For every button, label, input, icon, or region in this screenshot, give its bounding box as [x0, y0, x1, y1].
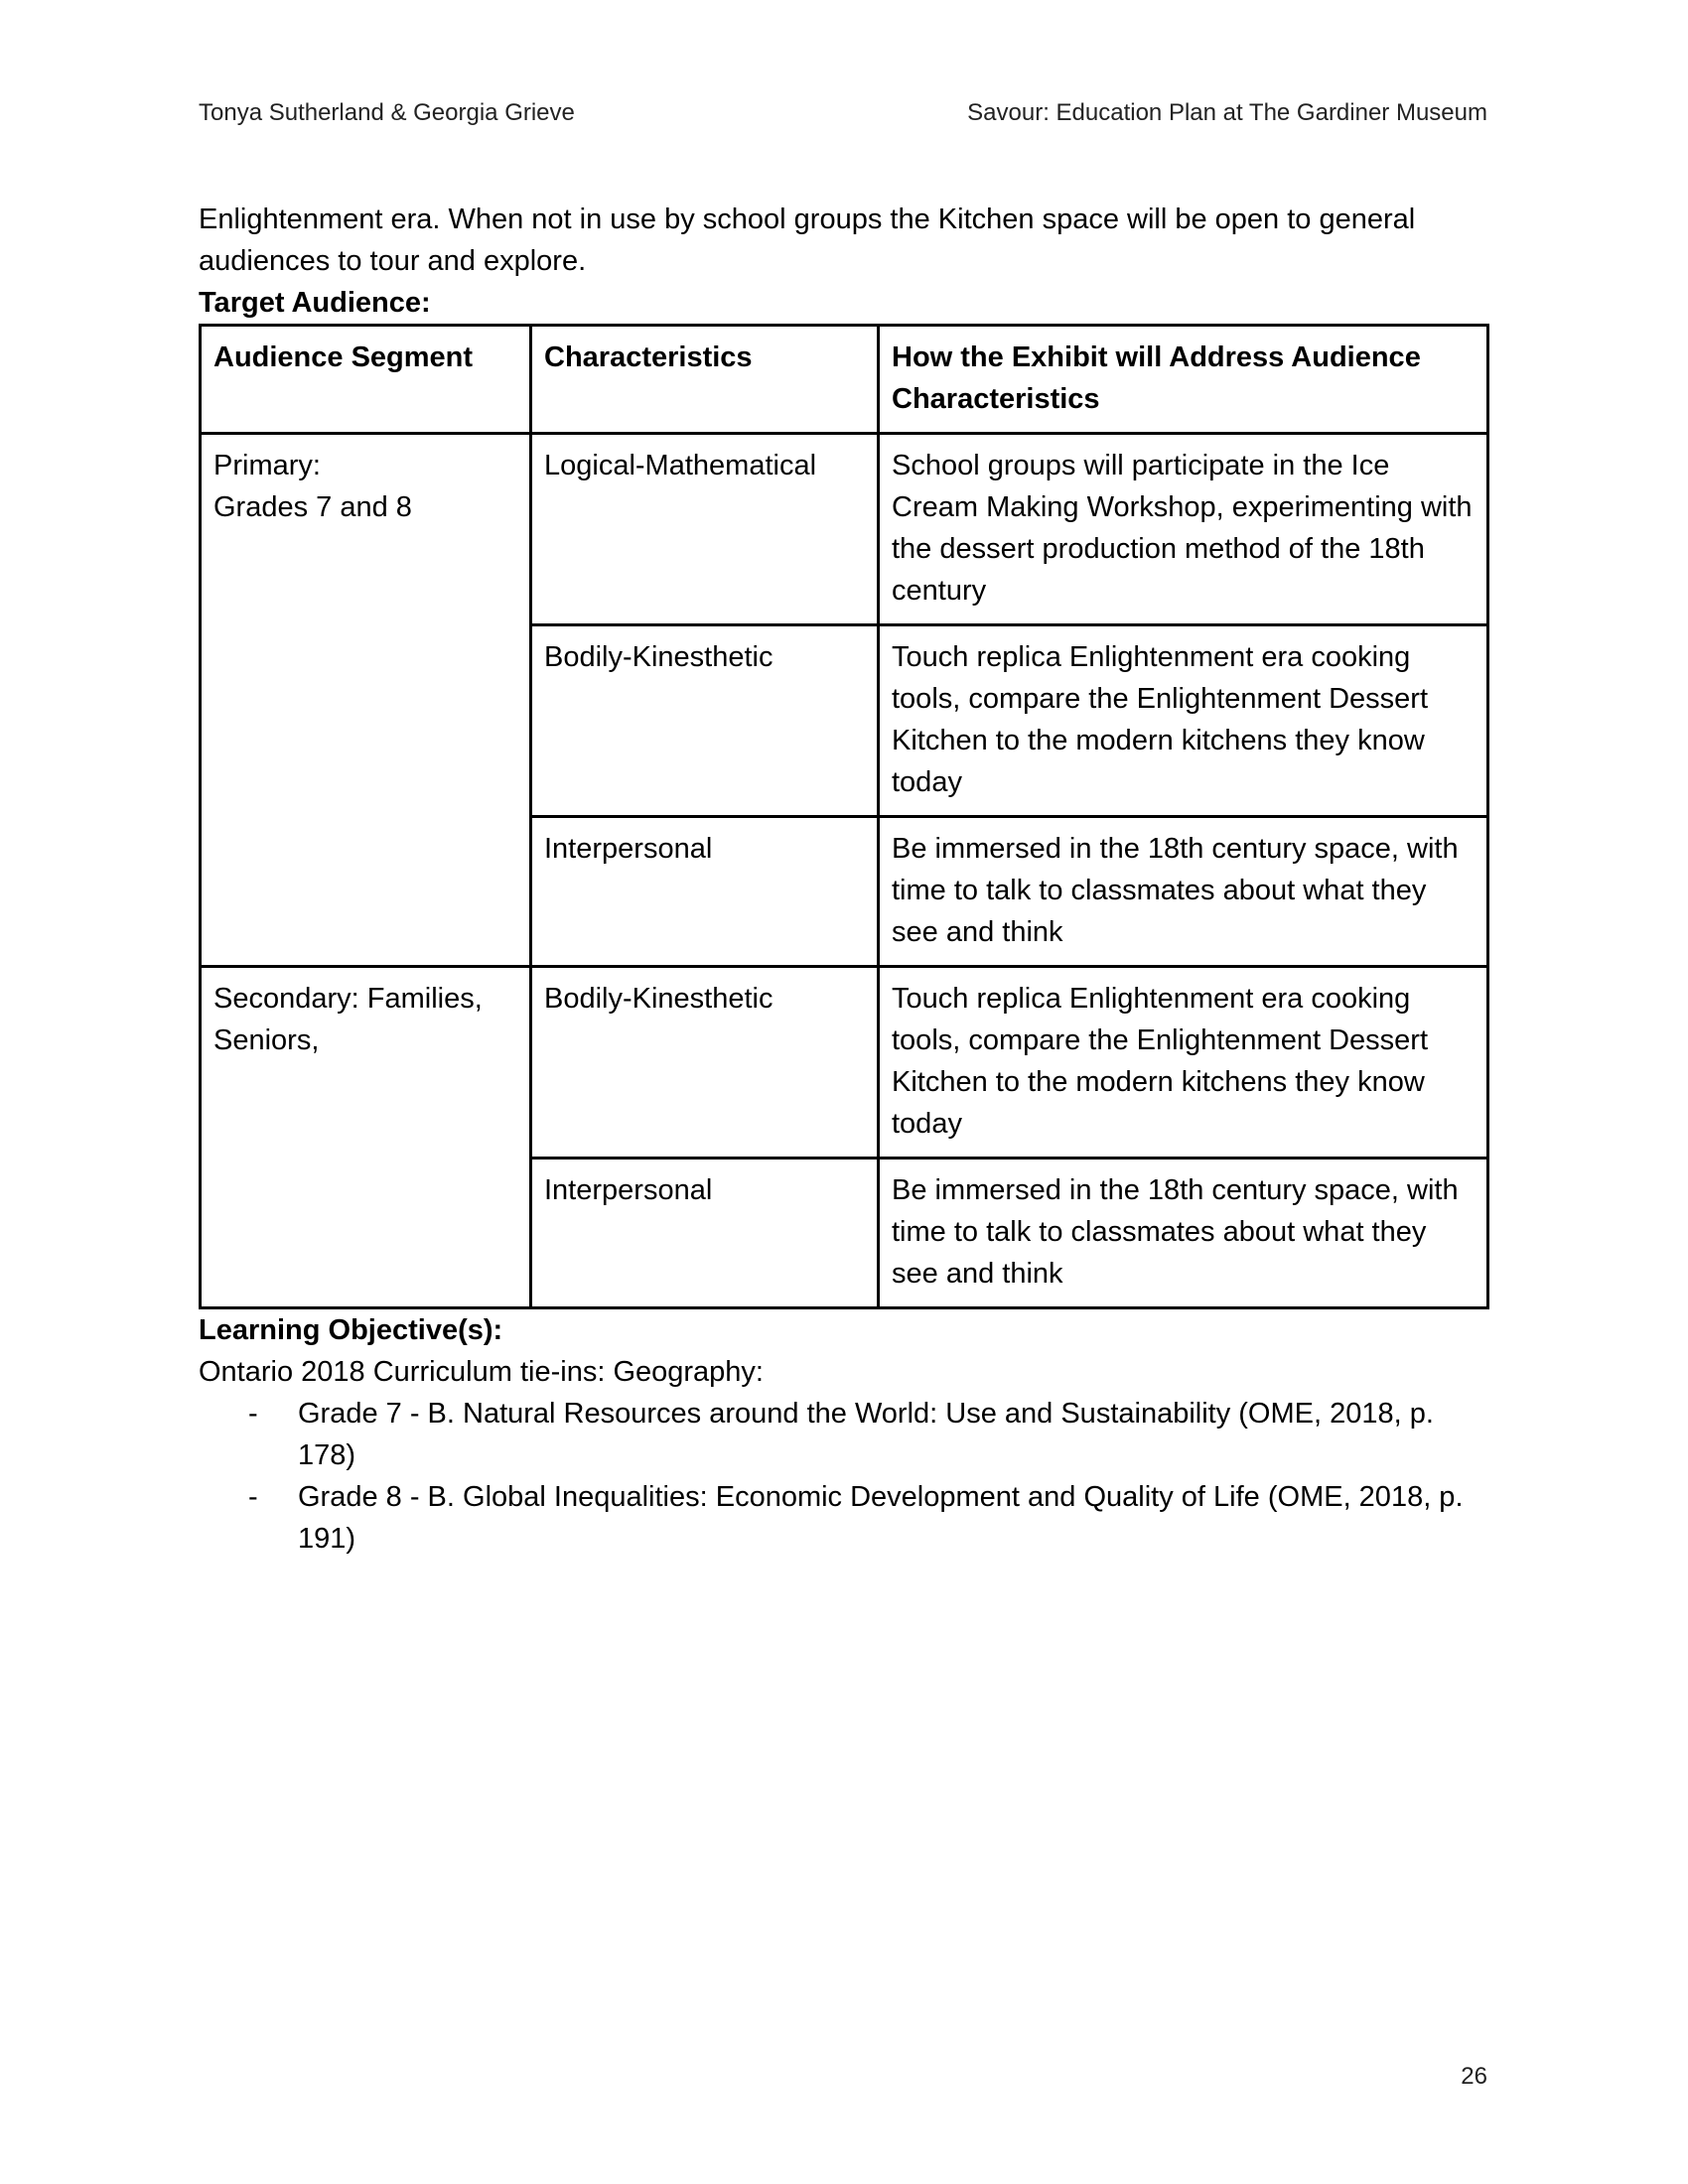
- bullet-dash: -: [248, 1481, 258, 1513]
- address-cell: Be immersed in the 18th century space, with time to talk to classmates about what they see and think: [879, 1159, 1488, 1308]
- table-row: [201, 967, 1488, 1159]
- segment-cell-primary: [201, 434, 531, 967]
- header-document-title: Savour: Education Plan at The Gardiner Museum: [967, 99, 1487, 126]
- address-cell: Be immersed in the 18th century space, with time to talk to classmates about what they see and think: [879, 817, 1488, 967]
- column-header-characteristics: Characteristics: [531, 326, 879, 434]
- page-number: 26: [1461, 2063, 1487, 2090]
- segment-cell-secondary: Secondary: Families, Seniors,: [201, 967, 531, 1308]
- header-authors: Tonya Sutherland & Georgia Grieve: [199, 99, 575, 126]
- address-cell: Touch replica Enlightenment era cooking tools, compare the Enlightenment Dessert Kitchen to the modern kitchens they know today: [879, 967, 1488, 1159]
- learning-objectives-list: [199, 1393, 1489, 1560]
- characteristic-cell: Interpersonal: [531, 1159, 879, 1308]
- table-row: [201, 434, 1488, 625]
- page-body: [199, 199, 1489, 1560]
- list-item: [199, 1393, 1489, 1476]
- characteristic-cell: Bodily-Kinesthetic: [531, 625, 879, 817]
- characteristic-cell: Bodily-Kinesthetic: [531, 967, 879, 1159]
- address-cell: School groups will participate in the Ice Cream Making Workshop, experimenting with the dessert production method of the 18th century: [879, 434, 1488, 625]
- characteristic-cell: Logical-Mathematical: [531, 434, 879, 625]
- segment-primary-grades: Grades 7 and 8: [213, 491, 412, 523]
- column-header-how-addressed: How the Exhibit will Address Audience Characteristics: [879, 326, 1488, 434]
- target-audience-heading: Target Audience:: [199, 287, 431, 319]
- learning-objectives-heading: Learning Objective(s):: [199, 1314, 503, 1346]
- column-header-audience-segment: Audience Segment: [201, 326, 531, 434]
- table-header-row: [201, 326, 1488, 434]
- address-cell: Touch replica Enlightenment era cooking tools, compare the Enlightenment Dessert Kitchen to the modern kitchens they know today: [879, 625, 1488, 817]
- list-item-text: Grade 8 - B. Global Inequalities: Economic Development and Quality of Life (OME, 2018, p. 191): [298, 1481, 1464, 1555]
- intro-paragraph: Enlightenment era. When not in use by school groups the Kitchen space will be open to general audiences to tour and explore.: [199, 204, 1416, 277]
- bullet-dash: -: [248, 1398, 258, 1430]
- curriculum-intro: Ontario 2018 Curriculum tie-ins: Geography:: [199, 1356, 764, 1388]
- segment-primary-label: Primary:: [213, 450, 321, 481]
- characteristic-cell: Interpersonal: [531, 817, 879, 967]
- list-item: [199, 1476, 1489, 1560]
- list-item-text: Grade 7 - B. Natural Resources around the World: Use and Sustainability (OME, 2018, p. 178): [298, 1398, 1434, 1471]
- target-audience-table: [199, 324, 1489, 1309]
